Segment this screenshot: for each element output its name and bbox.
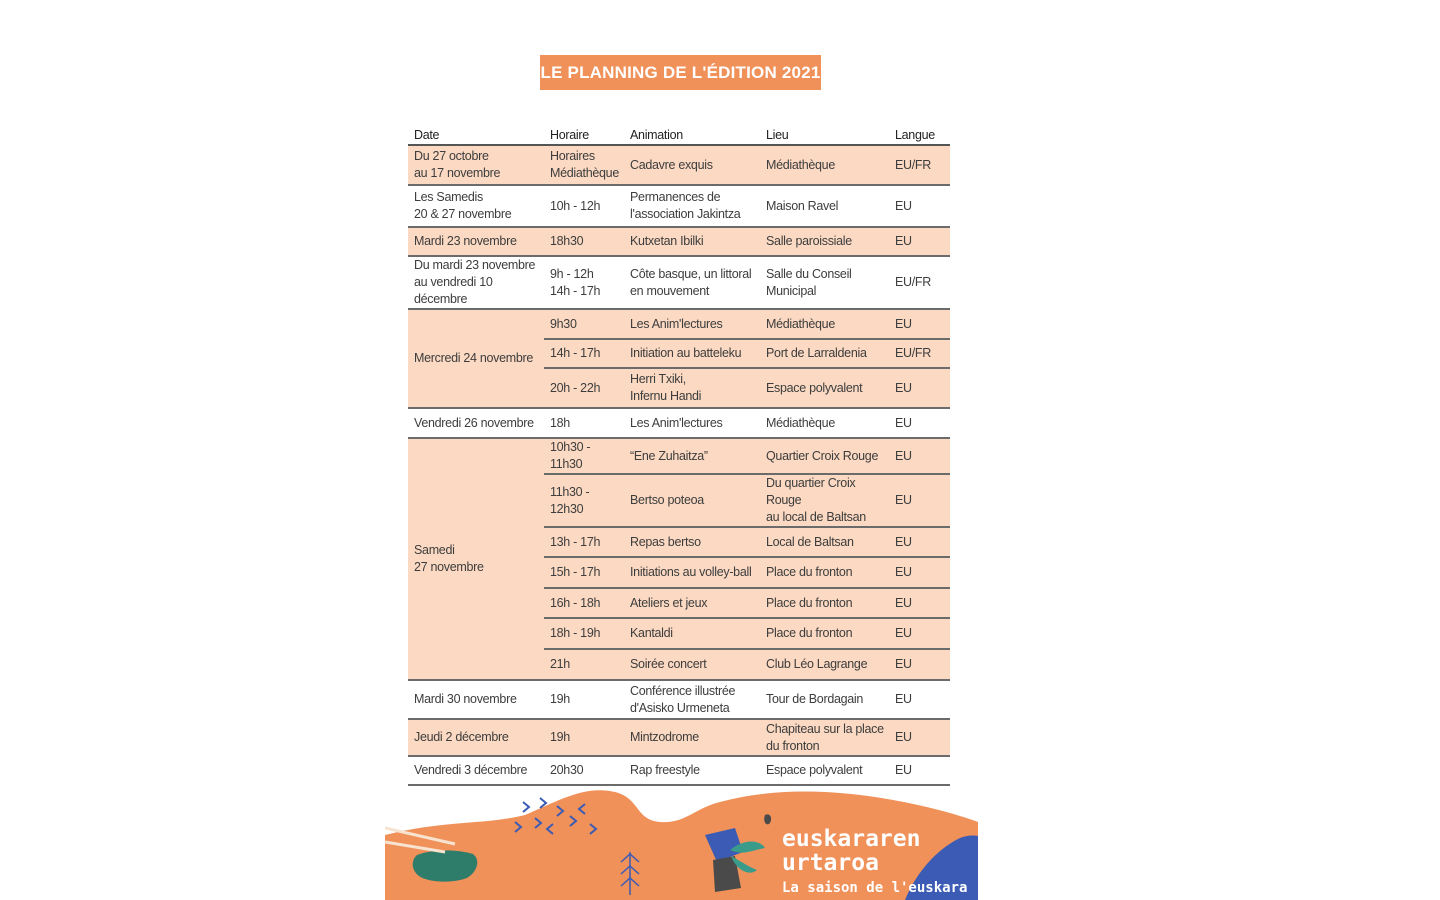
cell-horaire: 9h - 12h 14h - 17h	[544, 256, 624, 309]
page-title: LE PLANNING DE L'ÉDITION 2021	[540, 62, 821, 82]
cell-animation: Kantaldi	[624, 618, 760, 649]
cell-animation: “Ene Zuhaitza”	[624, 438, 760, 474]
cell-langue: EU	[889, 719, 950, 756]
cell-lieu: Salle paroissiale	[760, 227, 889, 256]
cell-langue: EU	[889, 756, 950, 785]
cell-horaire: 19h	[544, 680, 624, 719]
cell-lieu: Club Léo Lagrange	[760, 649, 889, 680]
cell-langue: EU	[889, 438, 950, 474]
footer-illustration	[385, 780, 978, 900]
cell-horaire: 16h - 18h	[544, 588, 624, 618]
cell-horaire: 14h - 17h	[544, 339, 624, 368]
cell-horaire: 18h - 19h	[544, 618, 624, 649]
table-row	[408, 719, 950, 756]
table-row	[408, 185, 950, 227]
cell-lieu: Place du fronton	[760, 557, 889, 588]
cell-horaire: 18h	[544, 408, 624, 438]
cell-date: Samedi 27 novembre	[408, 438, 544, 680]
cell-animation: Mintzodrome	[624, 719, 760, 756]
cell-lieu: Tour de Bordagain	[760, 680, 889, 719]
table-row	[408, 145, 950, 185]
cell-horaire: 10h30 - 11h30	[544, 438, 624, 474]
cell-horaire: 20h30	[544, 756, 624, 785]
cell-animation: Conférence illustrée d'Asisko Urmeneta	[624, 680, 760, 719]
cell-horaire: 13h - 17h	[544, 527, 624, 557]
cell-lieu: Espace polyvalent	[760, 368, 889, 408]
green-blob-shape	[413, 850, 478, 881]
cell-animation: Côte basque, un littoral en mouvement	[624, 256, 760, 309]
cell-animation: Bertso poteoa	[624, 474, 760, 527]
page-title-banner	[540, 55, 821, 90]
cell-lieu: Médiathèque	[760, 309, 889, 339]
header-date: Date	[408, 120, 544, 145]
cell-lieu: Place du fronton	[760, 588, 889, 618]
table-row	[408, 256, 950, 309]
cell-horaire: 20h - 22h	[544, 368, 624, 408]
cell-langue: EU	[889, 474, 950, 527]
cell-date: Vendredi 3 décembre	[408, 756, 544, 785]
cell-lieu: Local de Baltsan	[760, 527, 889, 557]
cell-horaire: 18h30	[544, 227, 624, 256]
cell-langue: EU	[889, 227, 950, 256]
table-row	[408, 438, 950, 474]
cell-horaire: 10h - 12h	[544, 185, 624, 227]
table-row	[408, 408, 950, 438]
cell-langue: EU	[889, 588, 950, 618]
cell-date: Mardi 30 novembre	[408, 680, 544, 719]
cell-langue: EU/FR	[889, 256, 950, 309]
cell-animation: Initiation au batteleku	[624, 339, 760, 368]
cell-langue: EU/FR	[889, 339, 950, 368]
header-langue: Langue	[889, 120, 950, 145]
cell-date: Les Samedis 20 & 27 novembre	[408, 185, 544, 227]
cell-date: Du mardi 23 novembre au vendredi 10 décembre	[408, 256, 544, 309]
cell-date: Vendredi 26 novembre	[408, 408, 544, 438]
cell-lieu: Chapiteau sur la place du fronton	[760, 719, 889, 756]
cell-langue: EU	[889, 368, 950, 408]
cell-animation: Repas bertso	[624, 527, 760, 557]
table-row	[408, 309, 950, 339]
cell-lieu: Quartier Croix Rouge	[760, 438, 889, 474]
table-row	[408, 227, 950, 256]
cell-date: Mercredi 24 novembre	[408, 309, 544, 408]
planning-body	[408, 145, 950, 785]
cell-lieu: Port de Larraldenia	[760, 339, 889, 368]
cell-horaire: Horaires Médiathèque	[544, 145, 624, 185]
cell-horaire: 19h	[544, 719, 624, 756]
cell-animation: Kutxetan Ibilki	[624, 227, 760, 256]
header-lieu: Lieu	[760, 120, 889, 145]
cell-animation: Rap freestyle	[624, 756, 760, 785]
cell-date: Mardi 23 novembre	[408, 227, 544, 256]
cell-animation: Permanences de l'association Jakintza	[624, 185, 760, 227]
cell-lieu: Du quartier Croix Rouge au local de Baltsan	[760, 474, 889, 527]
header-horaire: Horaire	[544, 120, 624, 145]
cell-langue: EU	[889, 649, 950, 680]
cell-langue: EU	[889, 680, 950, 719]
cell-langue: EU	[889, 408, 950, 438]
brand-tagline: La saison de l'euskara	[782, 880, 968, 896]
cell-horaire: 21h	[544, 649, 624, 680]
cell-langue: EU	[889, 618, 950, 649]
cell-lieu: Place du fronton	[760, 618, 889, 649]
brand-line-1: euskararen	[782, 826, 921, 852]
cell-animation: Ateliers et jeux	[624, 588, 760, 618]
cell-lieu: Médiathèque	[760, 145, 889, 185]
cell-horaire: 9h30	[544, 309, 624, 339]
cell-langue: EU/FR	[889, 145, 950, 185]
cell-langue: EU	[889, 527, 950, 557]
cell-langue: EU	[889, 309, 950, 339]
cell-langue: EU	[889, 185, 950, 227]
cell-lieu: Maison Ravel	[760, 185, 889, 227]
cell-animation: Cadavre exquis	[624, 145, 760, 185]
cell-lieu: Espace polyvalent	[760, 756, 889, 785]
cell-animation: Les Anim'lectures	[624, 309, 760, 339]
table-header-row	[408, 120, 950, 145]
cell-langue: EU	[889, 557, 950, 588]
cell-animation: Herri Txiki, Infernu Handi	[624, 368, 760, 408]
cell-animation: Soirée concert	[624, 649, 760, 680]
cell-animation: Initiations au volley-ball	[624, 557, 760, 588]
cell-animation: Les Anim'lectures	[624, 408, 760, 438]
planning-table	[408, 120, 950, 786]
cell-date: Jeudi 2 décembre	[408, 719, 544, 756]
brand-line-2: urtaroa	[782, 850, 879, 876]
cell-horaire: 15h - 17h	[544, 557, 624, 588]
cell-lieu: Médiathèque	[760, 408, 889, 438]
cell-horaire: 11h30 - 12h30	[544, 474, 624, 527]
cell-lieu: Salle du Conseil Municipal	[760, 256, 889, 309]
header-animation: Animation	[624, 120, 760, 145]
table-row	[408, 680, 950, 719]
cell-date: Du 27 octobre au 17 novembre	[408, 145, 544, 185]
